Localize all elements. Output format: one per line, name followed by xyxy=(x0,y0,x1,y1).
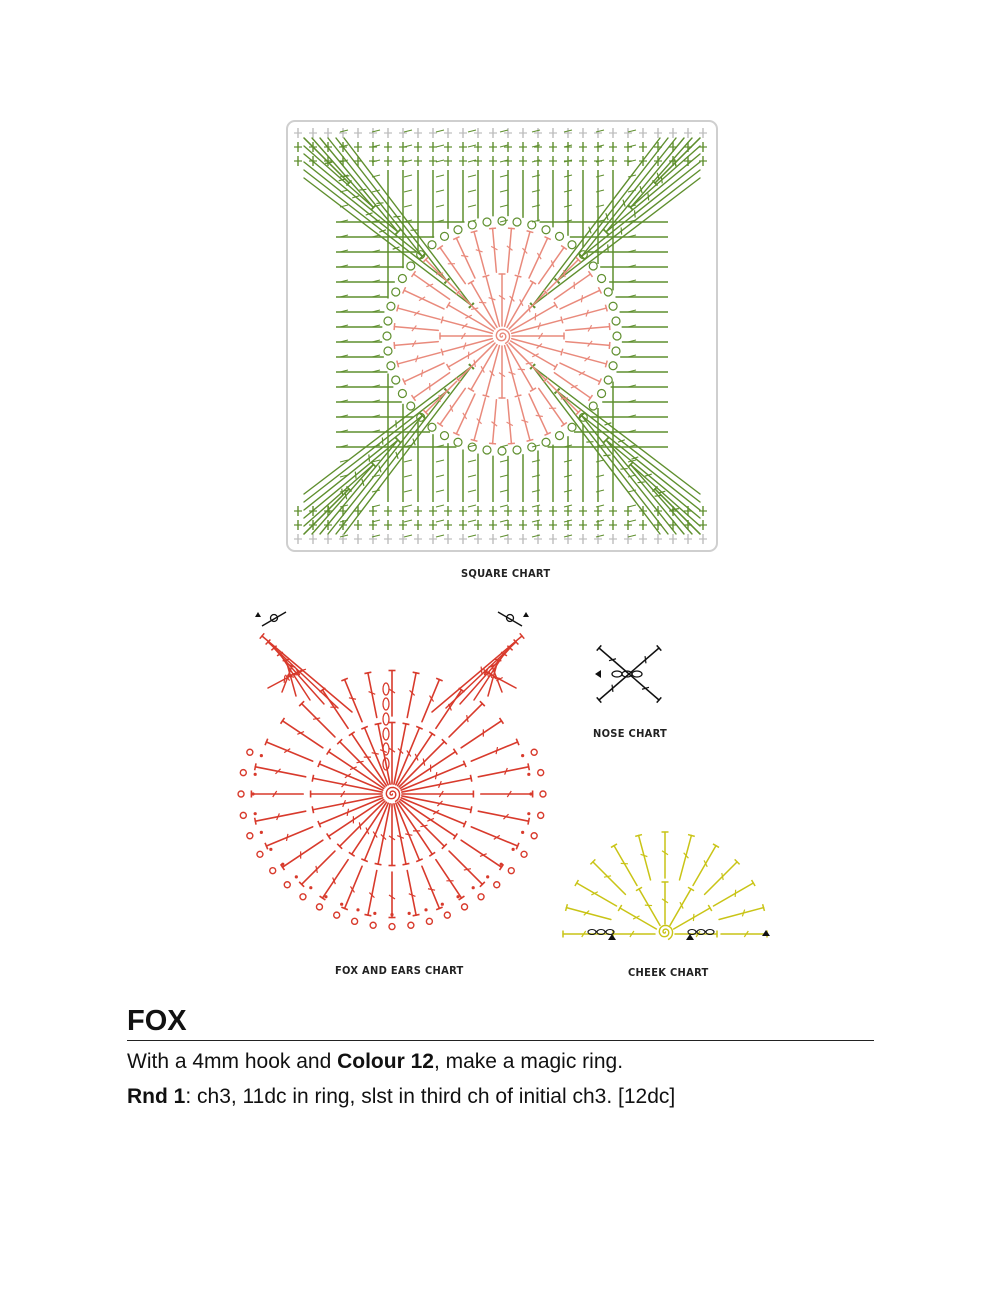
section-title: FOX xyxy=(127,1005,187,1037)
square-chart-caption: SQUARE CHART xyxy=(461,567,551,580)
square-chart xyxy=(284,118,720,554)
nose-chart-caption: NOSE CHART xyxy=(593,727,668,740)
cheek-chart xyxy=(548,822,786,950)
nose-stitches xyxy=(595,645,661,702)
fox-chart-caption: FOX AND EARS CHART xyxy=(335,964,464,977)
fox-ear-stitches xyxy=(255,612,529,626)
fox-and-ears-chart xyxy=(208,602,576,952)
p2-text-after: : ch3, 11dc in ring, slst in third ch of initial ch3. [12dc] xyxy=(185,1085,676,1108)
p1-text-before: With a 4mm hook and xyxy=(127,1050,338,1073)
instruction-paragraph-2 xyxy=(127,1085,675,1109)
p2-bold-round: Rnd 1 xyxy=(127,1085,186,1108)
title-divider xyxy=(127,1040,874,1041)
instruction-paragraph-1 xyxy=(127,1050,623,1074)
cheek-stitches xyxy=(563,832,770,940)
nose-chart xyxy=(584,638,674,710)
fox-stitches xyxy=(238,633,546,929)
cheek-chart-caption: CHEEK CHART xyxy=(628,966,709,979)
p1-bold-colour: Colour 12 xyxy=(337,1050,434,1073)
p1-text-after: , make a magic ring. xyxy=(433,1050,624,1073)
